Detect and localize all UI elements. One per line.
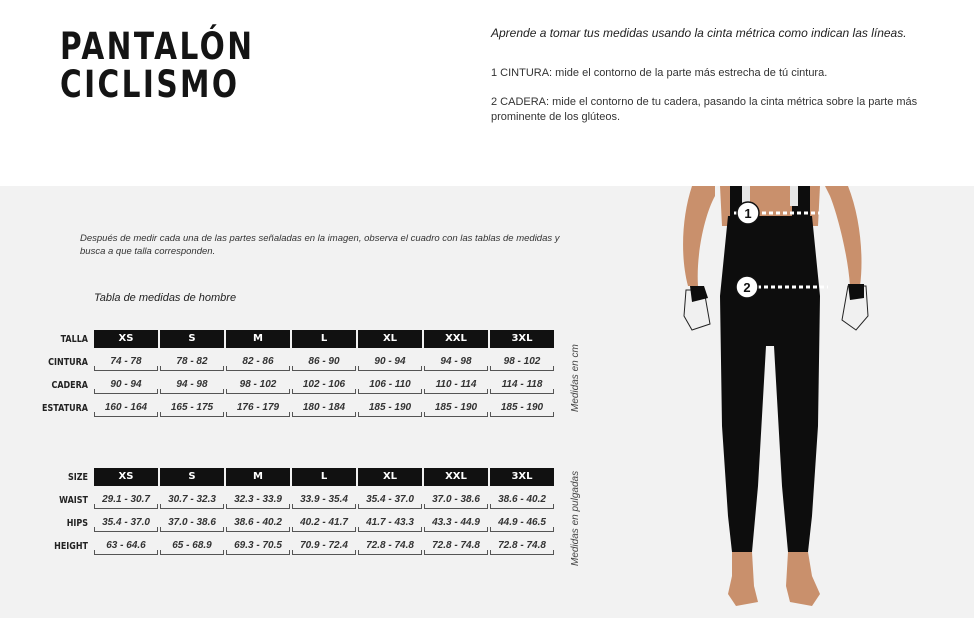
cm-table-cell: 185 - 190 (424, 399, 488, 417)
inches-table-cell: 30.7 - 32.3 (160, 491, 224, 509)
waist-marker-number: 1 (744, 206, 752, 221)
title-line-2: CICLISMO (60, 63, 240, 106)
inches-table-cell: 72.8 - 74.8 (358, 537, 422, 555)
inches-size-header: 3XL (490, 468, 554, 486)
left-foot (728, 552, 758, 606)
cm-size-header: L (292, 330, 356, 348)
cm-table-cell: 185 - 190 (490, 399, 554, 417)
inches-data-row (20, 513, 560, 533)
inches-size-header: M (226, 468, 290, 486)
inches-row-label: WAIST (59, 494, 88, 506)
inches-table-cell: 43.3 - 44.9 (424, 514, 488, 532)
cm-table-cell: 90 - 94 (358, 353, 422, 371)
model-illustration (670, 186, 890, 618)
cm-data-row (20, 375, 560, 395)
inches-table-cell: 33.9 - 35.4 (292, 491, 356, 509)
cm-table-cell: 74 - 78 (94, 353, 158, 371)
cm-table-cell: 94 - 98 (424, 353, 488, 371)
table-title: Tabla de medidas de hombre (94, 292, 237, 304)
cm-table-cell: 176 - 179 (226, 399, 290, 417)
cm-size-header: XXL (424, 330, 488, 348)
cm-header-row (20, 329, 560, 349)
cm-table-cell: 98 - 102 (490, 353, 554, 371)
cm-size-header: M (226, 330, 290, 348)
inches-table-cell: 35.4 - 37.0 (94, 514, 158, 532)
cm-table-cell: 98 - 102 (226, 376, 290, 394)
inches-table-cell: 38.6 - 40.2 (226, 514, 290, 532)
cm-table-cell: 160 - 164 (94, 399, 158, 417)
inches-table-cell: 38.6 - 40.2 (490, 491, 554, 509)
inches-table-cell: 72.8 - 74.8 (490, 537, 554, 555)
cm-table-cell: 185 - 190 (358, 399, 422, 417)
inches-table-cell: 69.3 - 70.5 (226, 537, 290, 555)
cm-size-header: XS (94, 330, 158, 348)
inches-table-cell: 37.0 - 38.6 (160, 514, 224, 532)
inches-table-cell: 70.9 - 72.4 (292, 537, 356, 555)
cm-table-cell: 82 - 86 (226, 353, 290, 371)
cm-row-label: TALLA (60, 333, 88, 345)
cm-table-cell: 180 - 184 (292, 399, 356, 417)
cm-table-cell: 106 - 110 (358, 376, 422, 394)
cm-size-header: 3XL (490, 330, 554, 348)
right-arm (825, 186, 862, 286)
cm-table-cell: 94 - 98 (160, 376, 224, 394)
title-line-1: PANTALÓN (60, 25, 255, 68)
inches-table-cell: 72.8 - 74.8 (424, 537, 488, 555)
cm-size-header: XL (358, 330, 422, 348)
cm-table-cell: 114 - 118 (490, 376, 554, 394)
inches-table-cell: 29.1 - 30.7 (94, 491, 158, 509)
inches-table-cell: 63 - 64.6 (94, 537, 158, 555)
inches-table-cell: 32.3 - 33.9 (226, 491, 290, 509)
instruction-hips: 2 CADERA: mide el contorno de tu cadera, pasando la cinta métrica sobre la parte más prominente de los glúteos. (491, 96, 918, 123)
inches-size-header: L (292, 468, 356, 486)
inches-data-row (20, 536, 560, 556)
cm-data-row (20, 352, 560, 372)
inches-table-cell: 40.2 - 41.7 (292, 514, 356, 532)
inches-header-row (20, 467, 560, 487)
cm-table-cell: 86 - 90 (292, 353, 356, 371)
cm-table-cell: 110 - 114 (424, 376, 488, 394)
inches-size-header: XL (358, 468, 422, 486)
unit-label-inches: Medidas en pulgadas (570, 470, 581, 566)
instructions-intro: Aprende a tomar tus medidas usando la cinta métrica como indican las líneas. (491, 26, 907, 40)
instruction-waist: 1 CINTURA: mide el contorno de la parte más estrecha de tú cintura. (491, 67, 828, 79)
cm-row-label: CADERA (51, 379, 88, 391)
cm-row-label: CINTURA (48, 356, 88, 368)
cm-row-label: ESTATURA (42, 402, 88, 414)
unit-label-cm: Medidas en cm (570, 344, 581, 412)
inches-table-cell: 41.7 - 43.3 (358, 514, 422, 532)
model-figure (670, 186, 890, 618)
cm-size-header: S (160, 330, 224, 348)
cm-table-cell: 165 - 175 (160, 399, 224, 417)
inches-size-header: S (160, 468, 224, 486)
cm-table-cell: 102 - 106 (292, 376, 356, 394)
inches-table-cell: 35.4 - 37.0 (358, 491, 422, 509)
inches-row-label: HIPS (66, 517, 88, 529)
inches-table-cell: 37.0 - 38.6 (424, 491, 488, 509)
page-title (60, 25, 255, 106)
cm-table-cell: 78 - 82 (160, 353, 224, 371)
cm-table-cell: 90 - 94 (94, 376, 158, 394)
after-measure-text: Después de medir cada una de las partes señaladas en la imagen, observa el cuadro con las tablas de medidas y busca a que talla corresponden. (80, 233, 560, 257)
left-arm (683, 186, 715, 286)
inches-table-cell: 44.9 - 46.5 (490, 514, 554, 532)
inches-row-label: HEIGHT (54, 540, 88, 552)
hips-marker-number: 2 (743, 280, 751, 295)
inches-size-header: XS (94, 468, 158, 486)
right-hand-back (848, 284, 864, 300)
inches-table-cell: 65 - 68.9 (160, 537, 224, 555)
inches-data-row (20, 490, 560, 510)
cm-data-row (20, 398, 560, 418)
right-foot (786, 552, 820, 606)
tights (720, 216, 820, 552)
inches-row-label: SIZE (67, 471, 88, 483)
measuring-instructions (491, 26, 951, 139)
inches-size-header: XXL (424, 468, 488, 486)
